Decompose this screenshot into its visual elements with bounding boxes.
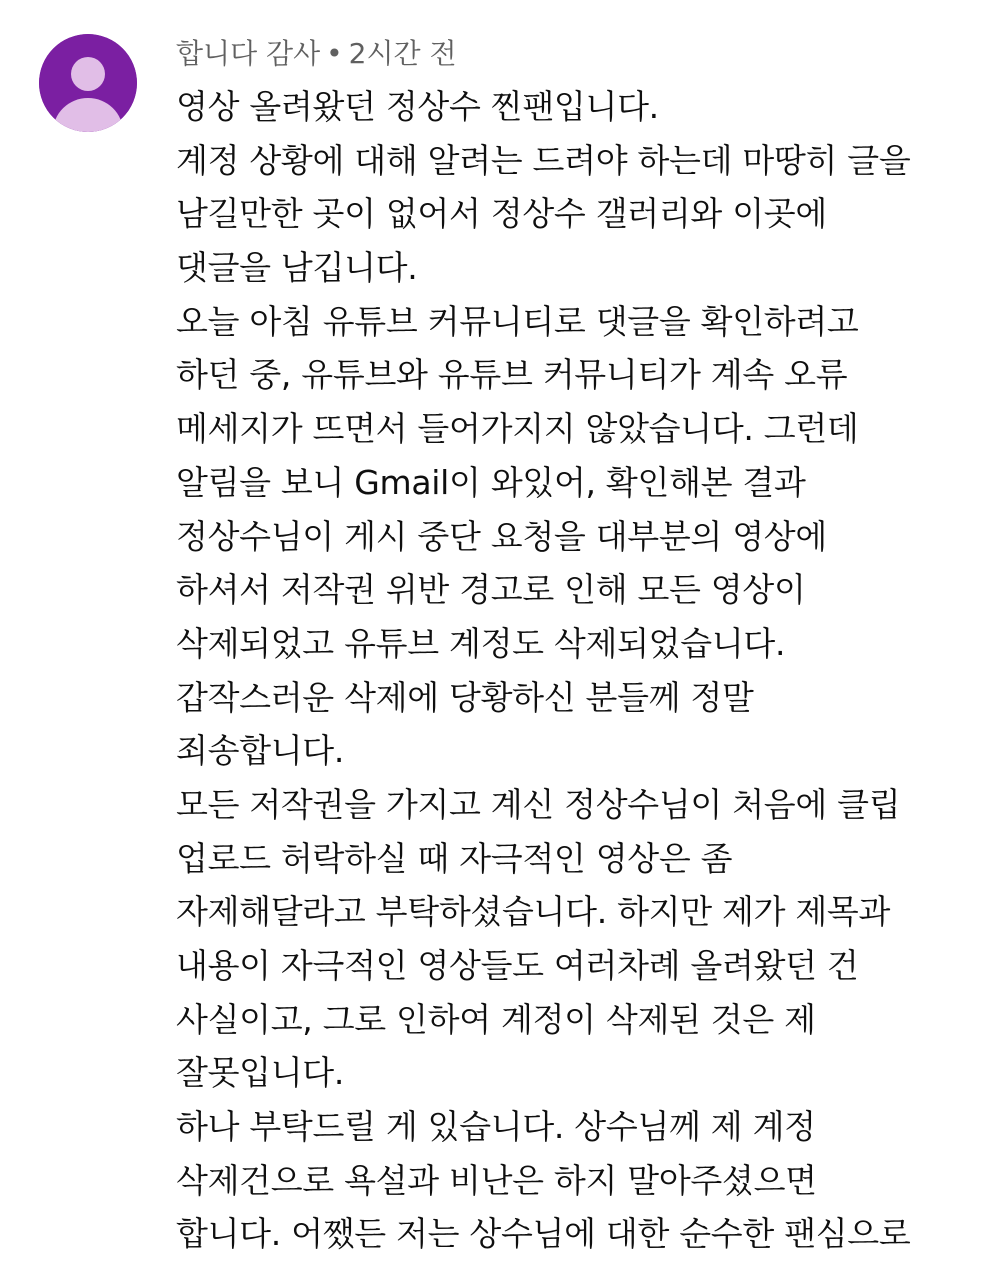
- comment-line: 잘못입니다.: [176, 1053, 345, 1093]
- comment-line: 오늘 아침 유튜브 커뮤니티로 댓글을 확인하려고: [176, 301, 859, 341]
- comment-timestamp[interactable]: 2시간 전: [348, 37, 457, 70]
- meta-separator: •: [326, 37, 343, 70]
- comment-line: 사실이고, 그로 인하여 계정이 삭제된 것은 제: [176, 999, 816, 1039]
- comment-line: 내용이 자극적인 영상들도 여러차례 올려왔던 건: [176, 946, 859, 985]
- default-user-avatar-icon: [39, 34, 137, 132]
- comment-line: 죄송합니다.: [176, 731, 345, 771]
- comment-line: 메세지가 뜨면서 들어가지지 않았습니다. 그런데: [176, 409, 859, 449]
- comment-line: 남길만한 곳이 없어서 정상수 갤러리와 이곳에: [176, 194, 827, 234]
- comment-line: 삭제되었고 유튜브 계정도 삭제되었습니다.: [176, 623, 786, 663]
- comment-line: 댓글을 남깁니다.: [176, 248, 418, 288]
- avatar[interactable]: [39, 34, 137, 132]
- comment-body: [176, 80, 976, 1261]
- comment-header: [176, 34, 457, 74]
- comment-line: 삭제건으로 욕설과 비난은 하지 말아주셨으면: [176, 1160, 817, 1200]
- comment-line: 하셔서 저작권 위반 경고로 인해 모든 영상이: [176, 570, 806, 610]
- comment-line: 영상 올려왔던 정상수 찐팬입니다.: [176, 87, 659, 126]
- author-name[interactable]: 합니다 감사: [176, 37, 321, 70]
- comment-line: 하나 부탁드릴 게 있습니다. 상수님께 제 계정: [176, 1107, 816, 1147]
- comment-line: 모든 저작권을 가지고 계신 정상수님이 처음에 클립: [176, 784, 901, 824]
- comment-line: 하던 중, 유튜브와 유튜브 커뮤니티가 계속 오류: [176, 355, 848, 395]
- comment-line: 자제해달라고 부탁하셨습니다. 하지만 제가 제목과: [176, 892, 891, 932]
- comment-line: 정상수님이 게시 중단 요청을 대부분의 영상에: [176, 516, 827, 556]
- comment-line: 갑작스러운 삭제에 당황하신 분들께 정말: [176, 677, 754, 717]
- comment-line: 알림을 보니 Gmail이 와있어, 확인해본 결과: [176, 462, 806, 502]
- comment-line: 업로드 허락하실 때 자극적인 영상은 좀: [176, 838, 733, 878]
- comment-line: 합니다. 어쨌든 저는 상수님에 대한 순수한 팬심으로: [176, 1214, 911, 1254]
- comment-line: 계정 상황에 대해 알려는 드려야 하는데 마땅히 글을: [176, 140, 911, 180]
